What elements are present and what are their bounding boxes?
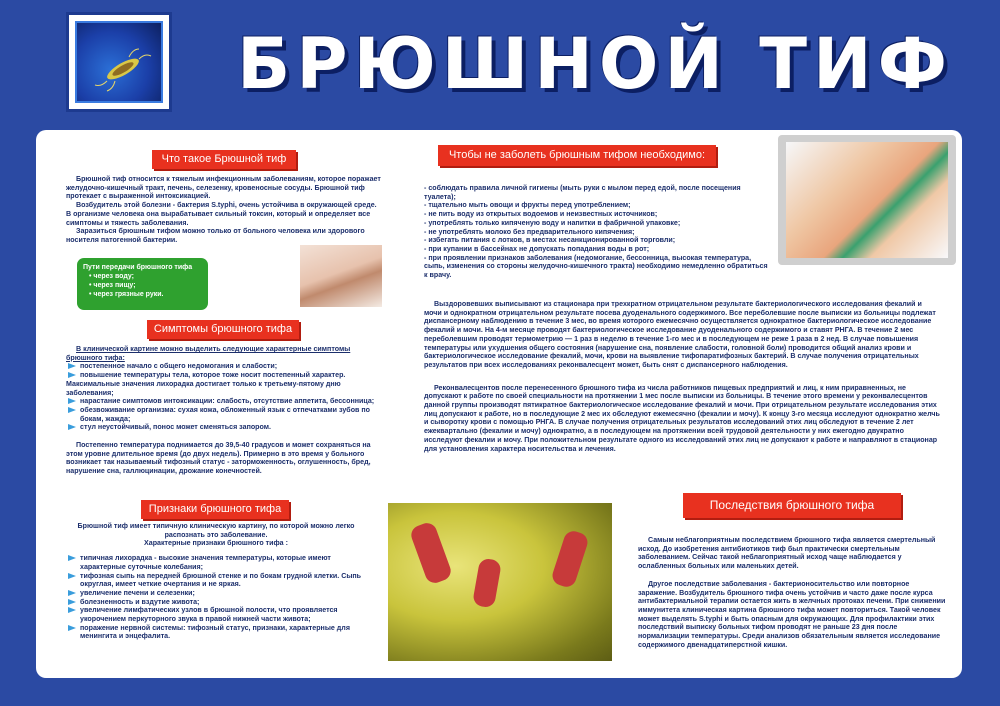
list-item: - избегать питания с лотков, в местах несанкционированной торговли;: [424, 236, 676, 245]
intro: Брюшной тиф имеет типичную клиническую картину, по которой можно легко распознать это заболевание.: [77, 522, 355, 539]
washing-hands-photo: [786, 142, 948, 258]
list-item: поражение нервной системы: тифозный статус, признаки, характерные для менингита и энцефалита.: [66, 624, 366, 641]
section-consequences-text: [638, 536, 946, 649]
paragraph: Выздоровевших выписывают из стационара при трехкратном отрицательном результате бактериологического исследования фекалий и мочи и однократном отрицательном результате посева дуоденального содержимого. Все переболевшие после выписки из больницы подлежат диспансерному наблюдению в течение 3 мес, во время которого ежемесячно осуществляется однократное бактериологическое исследование фекалий и мочи. На 4-м месяце проводят бактериологическое исследование дуоденального содержимого и ставят РНГА. В течение 2 мес переболевшим проводят термометрию — 1 раз в неделю в течение 1-го мес и в последующем не реже 1 раза в 2 нед. В случае повышения температуры или ухудшения общего состояния (нарушение сна, появление слабости, головной боли) проводится общий анализ крови и бактериологическое исследование фекалий, мочи, крови на выявление тифопаратифозных бактерий. В случае получения отрицательных результатов при всех исследованиях реконвалесцент может, быть снят с диспансерного наблюдения.: [424, 300, 936, 369]
paragraph: Самым неблагоприятным последствием брюшного тифа является смертельный исход. До изобретения антибиотиков тиф был практически смертельным заболеванием. Сейчас такой неблагоприятный исход чаще наблюдается у ослабленных больных или маленьких детей.: [638, 536, 936, 571]
section-header-consequences: Последствия брюшного тифа: [683, 493, 901, 518]
list-item: увеличение лимфатических узлов в брюшной полости, что проявляется укорочением перкуторного звука в правой нижней части живота;: [66, 606, 366, 623]
section-header-symptoms: Симптомы брюшного тифа: [147, 320, 299, 339]
section-header-prevention: Чтобы не заболеть брюшным тифом необходимо:: [438, 145, 716, 166]
transmission-title: Пути передачи брюшного тифа: [83, 264, 193, 271]
paragraph: Постепенно температура поднимается до 39,5-40 градусов и может сохраняться на этом уровне длительное время (до двух недель). Примерно в это время у больного возникает так называемый тифозный статус - заторможенность, оглушенность, бред, нарушение сна, галлюцинации, дрожание конечностей.: [66, 441, 371, 476]
bacteria-microscope-photo: [388, 503, 612, 661]
list-item: - употреблять только кипяченую воду и напитки в фабричной упаковке;: [424, 218, 681, 227]
list-item: - соблюдать правила личной гигиены (мыть руки с мылом перед едой, после посещения туалета);: [424, 184, 741, 201]
subheading: Характерные признаки брюшного тифа :: [144, 539, 288, 548]
list-item: увеличение печени и селезенки;: [66, 589, 366, 598]
list-item: болезненность и вздутие живота;: [66, 598, 366, 607]
list-item: нарастание симптомов интоксикации: слабость, отсутствие аппетита, бессонница;: [66, 397, 383, 406]
list-item: повышение температуры тела, которое тоже носит постепенный характер.: [66, 371, 383, 380]
list-item: - при проявлении признаков заболевания (недомогание, бессонница, высокая температура, сыпь, изменения со стороны желудочно-кишечного тракта) необходимо немедленно обратиться к врачу.: [424, 253, 768, 280]
list-item: стул неустойчивый, понос может сменяться запором.: [66, 423, 383, 432]
list-item: обезвоживание организма: сухая кожа, обложенный язык с отпечатками зубов по бокам, жажда;: [66, 406, 383, 423]
paragraph: Максимальные значения лихорадка достигает только к третьему-пятому дню заболевания;: [66, 379, 341, 397]
intro: В клинической картине можно выделить следующие характерные симптомы брюшного тифа:: [66, 345, 351, 362]
transmission-box: [77, 258, 208, 310]
list-item: типичная лихорадка - высокие значения температуры, которые имеют характерные суточные колебания;: [66, 554, 366, 571]
list-item: тифозная сыпь на передней брюшной стенке и по бокам грудной клетки. Сыпь округлая, имеет четкие очертания и не яркая.: [66, 572, 366, 589]
paragraph: Заразиться брюшным тифом можно только от больного человека или здорового носителя патогенной бактерии.: [66, 227, 365, 244]
list-item: - при купании в бассейнах не допускать попадания воды в рот;: [424, 244, 650, 253]
paragraph: Другое последствие заболевания - бактерионосительство или повторное заражение. Возбудитель брюшного тифа очень устойчив и часто даже после курса антибактериальной терапии остается жить в желчных протоках печени. При снижении иммунитета клиническая картина брюшного тифа может повториться. Такой человек может выделять S.typhi и быть опасным для окружающих. Для профилактики этих последствий выписку больных тифом проводят не раньше 23 дня после нормализации температуры. Среди анализов обязательным является исследование содержимого двенадцатиперстной кишки.: [638, 579, 946, 649]
page-title: БРЮШНОЙ ТИФ: [236, 23, 954, 105]
list-item: • через грязные руки.: [89, 290, 202, 299]
paragraph: Брюшной тиф относится к тяжелым инфекционным заболеваниям, которое поражает желудочно-кишечный тракт, печень, селезенку, кровеносные сосуды. Брюшной тиф протекает с выраженной интоксикацией.: [66, 175, 381, 201]
list-item: постепенное начало с общего недомогания и слабости;: [66, 362, 383, 371]
list-item: - не употреблять молоко без предварительного кипячения;: [424, 227, 635, 236]
section-what-is-text: [66, 175, 383, 245]
section-header-signs: Признаки брюшного тифа: [141, 500, 289, 519]
list-item: • через пищу;: [89, 281, 202, 290]
section-discharge-text: [424, 300, 940, 453]
list-item: - не пить воду из открытых водоемов и неизвестных источников;: [424, 210, 658, 219]
section-symptoms-text: [66, 345, 383, 476]
sick-woman-photo: [300, 245, 382, 307]
paragraph: Реконвалесцентов после перенесенного брюшного тифа из числа работников пищевых предприятий и лиц, к ним приравненных, не допускают к работе по своей специальности на протяжении 1 мес после выписки из больницы. В течение этого времени у реконвалесцентов данной группы производят пятикратное бактериологическое исследование фекалий и мочи. При отрицательном результате исследования этих лиц допускают к работе, но в последующие 2 мес их обследуют ежемесячно (фекалии и мочу). К концу 3-го месяца исследуют однократно желчь и сыворотку крови с помощью РНГА. В случае получения отрицательных результатов исследований этих лиц обследуют в течение 2 лет ежеквартально (фекалии и мочу) однократно, а в последующем на протяжении всей трудовой деятельности у них ежегодно двукратно исследуют фекалии и мочу. При положительном результате одного из исследований этих лиц не допускают к работе и направляют в стационар для установления характера носительства и лечения.: [424, 383, 940, 453]
list-item: - тщательно мыть овощи и фрукты перед употреблением;: [424, 201, 631, 210]
bacteria-logo-icon: [75, 21, 163, 103]
list-item: • через воду;: [89, 272, 202, 281]
logo: [66, 12, 172, 112]
paragraph: Возбудитель этой болезни - бактерия S.typhi, очень устойчива в окружающей среде. В организме человека она вырабатывает сильный токсин, который и определяет все симптомы и тяжесть заболевания.: [66, 201, 377, 227]
section-header-what-is: Что такое Брюшной тиф: [152, 150, 296, 169]
section-prevention-text: [424, 184, 772, 280]
section-signs-text: [66, 522, 366, 641]
